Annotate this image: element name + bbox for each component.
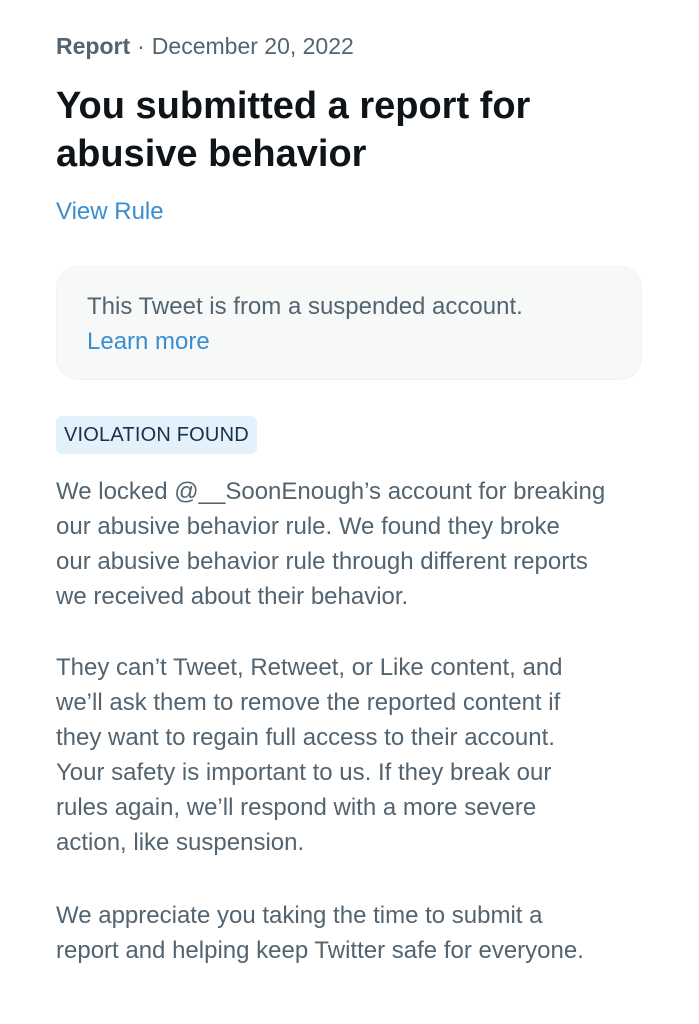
page-title: [56, 82, 656, 178]
page-title-line-2: abusive behavior: [56, 133, 367, 175]
restrictions-paragraph: [56, 650, 656, 860]
paragraph-line: we received about their behavior.: [56, 583, 409, 610]
meta-separator: ·: [137, 33, 145, 59]
paragraph-line: action, like suspension.: [56, 829, 305, 856]
learn-more-link[interactable]: Learn more: [87, 328, 210, 355]
lock-explanation-paragraph: [56, 474, 656, 614]
paragraph-line: Your safety is important to us. If they break our: [56, 759, 552, 786]
paragraph-line: we’ll ask them to remove the reported content if: [56, 689, 561, 716]
paragraph-line: they want to regain full access to their account.: [56, 724, 555, 751]
violation-found-badge: VIOLATION FOUND: [56, 416, 257, 454]
paragraph-line: We locked @__SoonEnough’s account for breaking: [56, 478, 606, 505]
paragraph-line: report and helping keep Twitter safe for everyone.: [56, 937, 584, 964]
report-label: Report: [56, 33, 131, 59]
appreciation-paragraph: [56, 898, 656, 968]
paragraph-line: They can’t Tweet, Retweet, or Like content, and: [56, 654, 563, 681]
view-rule-link[interactable]: View Rule: [56, 198, 164, 225]
report-meta-line: [56, 30, 354, 62]
paragraph-line: rules again, we’ll respond with a more severe: [56, 794, 537, 821]
suspended-account-message: This Tweet is from a suspended account.: [87, 293, 523, 320]
suspended-account-notice: [56, 266, 642, 380]
report-date: December 20, 2022: [151, 33, 354, 59]
paragraph-line: our abusive behavior rule through different reports: [56, 548, 588, 575]
page-title-line-1: You submitted a report for: [56, 85, 531, 127]
paragraph-line: We appreciate you taking the time to submit a: [56, 902, 543, 929]
paragraph-line: our abusive behavior rule. We found they broke: [56, 513, 560, 540]
